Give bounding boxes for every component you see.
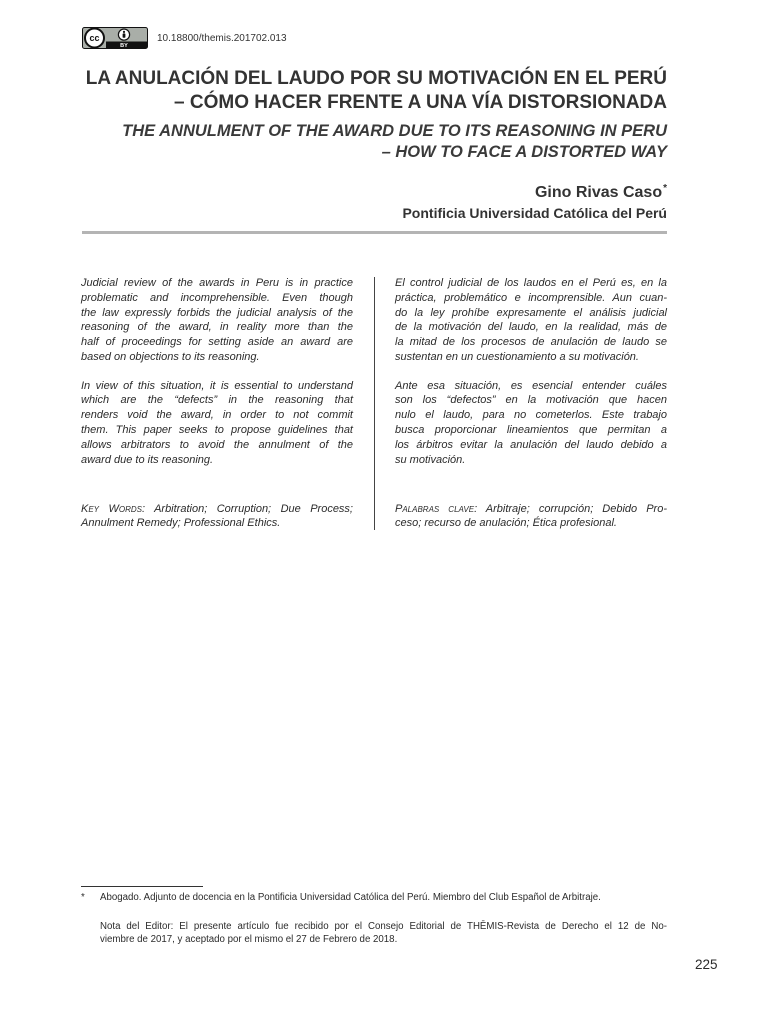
abstract-line: Ante esa situación, es esencial entender cuáles bbox=[395, 379, 667, 392]
abstract-line: busca proporcionar lineamientos que permitan a bbox=[395, 423, 667, 436]
page-number: 225 bbox=[695, 957, 718, 972]
abstract-line: which are the “defects” in the reasoning that bbox=[81, 394, 353, 407]
footnote-rule bbox=[81, 886, 203, 887]
abstract-paragraph bbox=[395, 276, 667, 365]
author-name bbox=[535, 184, 667, 204]
abstract-line: nulo el laudo, para no cometerlos. Este trabajo bbox=[395, 409, 667, 422]
abstract-spanish bbox=[395, 276, 667, 531]
abstract-line: sustentan en un cuestionamiento a su motivación. bbox=[395, 350, 639, 363]
person-attribution-icon bbox=[118, 29, 129, 40]
article-title-spanish bbox=[86, 67, 667, 115]
abstract-line: them. This paper seeks to propose guidelines that bbox=[81, 423, 353, 436]
keywords-line bbox=[81, 502, 353, 517]
abstract-line: la mitad de los procesos de anulación de laudo se bbox=[395, 336, 667, 349]
abstract-paragraph bbox=[395, 379, 667, 468]
title-line: – HOW TO FACE A DISTORTED WAY bbox=[381, 143, 667, 161]
keywords-line bbox=[395, 502, 667, 517]
keywords-english bbox=[81, 502, 353, 532]
abstract-line: El control judicial de los laudos en el Perú es, en la bbox=[395, 277, 667, 289]
abstract-line: renders void the award, in order to not commit bbox=[81, 409, 353, 422]
abstract-line: reasoning of the award, in reality more than the bbox=[81, 321, 353, 334]
editor-note-line: viembre de 2017, y aceptado por el mismo el 27 de Febrero de 2018. bbox=[100, 933, 398, 945]
title-line: – CÓMO HACER FRENTE A UNA VÍA DISTORSIONADA bbox=[174, 92, 667, 113]
person-icon-head bbox=[123, 31, 125, 33]
keywords-line: ceso; recurso de anulación; Ética profesional. bbox=[395, 517, 617, 530]
header-rule bbox=[82, 231, 667, 234]
abstract-line: son los “defectos” en la motivación que hacen bbox=[395, 394, 667, 407]
keywords-spanish bbox=[395, 502, 667, 532]
abstract-line: práctica, problemático e incomprensible. Aun cuan- bbox=[395, 291, 667, 304]
cc-by-license-badge bbox=[82, 27, 148, 49]
by-lettering: BY bbox=[120, 43, 128, 49]
cc-lettering: cc bbox=[89, 33, 100, 44]
abstract-line: In view of this situation, it is essential to understand bbox=[81, 379, 353, 392]
abstract-paragraph bbox=[81, 379, 353, 468]
column-divider bbox=[374, 277, 375, 530]
keywords-line: Annulment Remedy; Professional Ethics. bbox=[81, 517, 281, 530]
author-affiliation: Pontificia Universidad Católica del Perú bbox=[402, 205, 667, 221]
abstract-line: problematic and incomprehensible. Even though bbox=[81, 291, 353, 304]
article-title-english bbox=[122, 121, 667, 163]
abstract-line: do la ley prohíbe expresamente el análisis judicial bbox=[395, 306, 667, 319]
editor-note bbox=[100, 920, 667, 946]
abstract-line: su motivación. bbox=[395, 453, 466, 466]
cc-by-license-icon bbox=[82, 27, 148, 49]
abstract-line: the law expressly forbids the judicial analysis of the bbox=[81, 306, 353, 319]
abstract-line: based on objections to its reasoning. bbox=[81, 350, 260, 363]
keywords-label: Palabras clave: bbox=[395, 502, 478, 515]
footnote-mark: * bbox=[81, 892, 85, 903]
author-footnote-mark: * bbox=[663, 183, 667, 194]
title-line: THE ANNULMENT OF THE AWARD DUE TO ITS REASONING IN PERU bbox=[122, 122, 667, 140]
keywords-text: Arbitration; Corruption; Due Process; bbox=[154, 502, 353, 515]
keywords-text: Arbitraje; corrupción; Debido Pro- bbox=[485, 502, 667, 515]
footnote-text: Abogado. Adjunto de docencia en la Pontificia Universidad Católica del Perú. Miembro del Club Español de Arbitraje. bbox=[100, 892, 601, 903]
author-name-text: Gino Rivas Caso bbox=[534, 184, 663, 201]
editor-note-line: Nota del Editor: El presente artículo fue recibido por el Consejo Editorial de THĒMIS-Revista de Derecho el 12 de No- bbox=[100, 920, 667, 932]
keywords-label: Key Words: bbox=[81, 502, 146, 515]
title-line: LA ANULACIÓN DEL LAUDO POR SU MOTIVACIÓN EN EL PERÚ bbox=[85, 68, 667, 89]
abstract-line: half of proceedings for setting aside an award are bbox=[81, 336, 353, 349]
abstract-line: los árbitros evitar la anulación del laudo debido a bbox=[395, 438, 667, 451]
abstract-english bbox=[81, 276, 353, 531]
abstract-line: Judicial review of the awards in Peru is in practice bbox=[81, 277, 353, 289]
abstract-paragraph bbox=[81, 276, 353, 365]
abstract-line: de la motivación del laudo, en la realidad, más de bbox=[395, 321, 667, 334]
footnote bbox=[81, 891, 667, 904]
abstract-line: award due to its reasoning. bbox=[81, 453, 214, 466]
abstract-line: allows arbitrators to avoid the annulment of the bbox=[81, 438, 353, 451]
doi-text: 10.18800/themis.201702.013 bbox=[157, 33, 287, 44]
person-icon-body bbox=[123, 33, 126, 37]
